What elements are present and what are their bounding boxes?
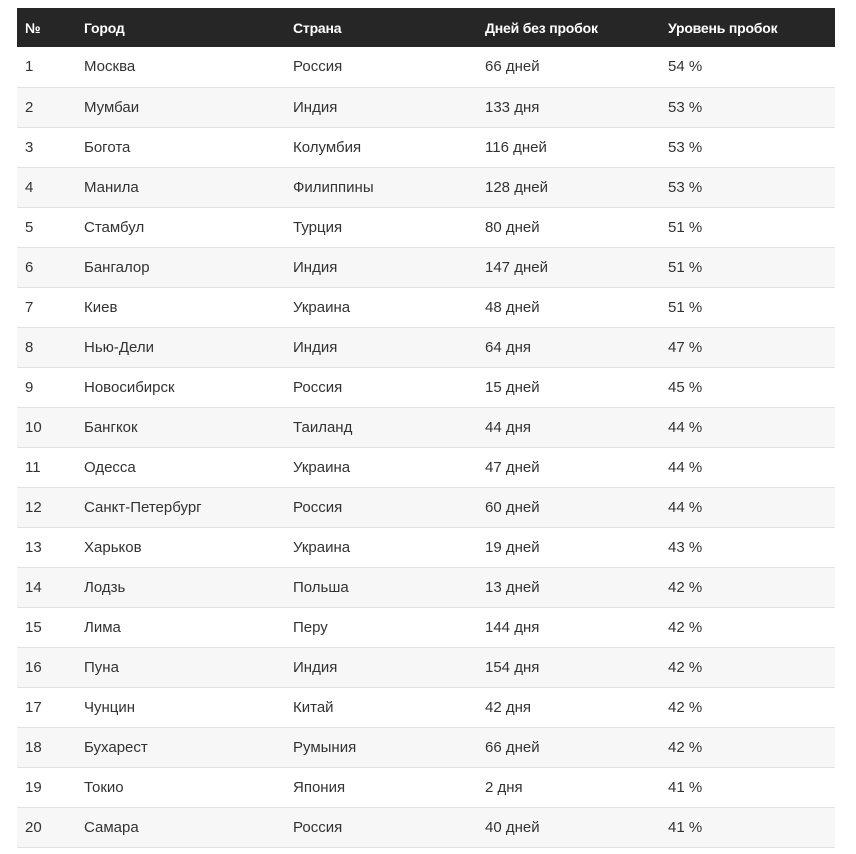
table-row bbox=[17, 287, 835, 327]
cell-level: 41 % bbox=[668, 778, 703, 796]
table-row bbox=[17, 487, 835, 527]
cell-country: Украина bbox=[293, 538, 351, 556]
cell-level: 53 % bbox=[668, 178, 703, 196]
cell-city: Пуна bbox=[84, 658, 119, 676]
cell-days: 15 дней bbox=[485, 378, 540, 396]
cell-country: Колумбия bbox=[293, 138, 362, 156]
cell-level: 53 % bbox=[668, 98, 703, 116]
cell-num: 19 bbox=[25, 778, 42, 796]
cell-city: Бангкок bbox=[84, 418, 138, 436]
table-header bbox=[17, 8, 835, 47]
cell-level: 44 % bbox=[668, 418, 703, 436]
cell-city: Богота bbox=[84, 138, 131, 156]
cell-city: Мумбаи bbox=[84, 98, 140, 116]
table-row bbox=[17, 167, 835, 207]
cell-country: Украина bbox=[293, 298, 351, 316]
cell-level: 51 % bbox=[668, 258, 703, 276]
cell-level: 44 % bbox=[668, 498, 703, 516]
cell-days: 40 дней bbox=[485, 818, 540, 836]
table-row bbox=[17, 47, 835, 87]
cell-num: 7 bbox=[25, 298, 34, 316]
table-row bbox=[17, 127, 835, 167]
cell-days: 116 дней bbox=[485, 138, 547, 156]
header-country: Страна bbox=[293, 19, 342, 36]
cell-level: 42 % bbox=[668, 658, 703, 676]
cell-days: 44 дня bbox=[485, 418, 532, 436]
cell-level: 47 % bbox=[668, 338, 703, 356]
cell-city: Одесса bbox=[84, 458, 136, 476]
cell-num: 5 bbox=[25, 218, 34, 236]
cell-level: 42 % bbox=[668, 578, 703, 596]
cell-days: 66 дней bbox=[485, 738, 540, 756]
cell-country: Россия bbox=[293, 378, 343, 396]
cell-country: Индия bbox=[293, 658, 338, 676]
table-row bbox=[17, 87, 835, 127]
cell-city: Москва bbox=[84, 58, 136, 76]
cell-days: 128 дней bbox=[485, 178, 548, 196]
cell-country: Россия bbox=[293, 818, 343, 836]
cell-days: 60 дней bbox=[485, 498, 540, 516]
cell-level: 42 % bbox=[668, 698, 703, 716]
cell-country: Турция bbox=[293, 218, 343, 236]
cell-level: 51 % bbox=[668, 218, 703, 236]
table-row bbox=[17, 447, 835, 487]
cell-num: 20 bbox=[25, 818, 42, 836]
table-row bbox=[17, 807, 835, 847]
cell-country: Россия bbox=[293, 498, 343, 516]
cell-days: 47 дней bbox=[485, 458, 540, 476]
cell-num: 10 bbox=[25, 418, 42, 436]
cell-country: Польша bbox=[293, 578, 349, 596]
cell-level: 43 % bbox=[668, 538, 703, 556]
cell-num: 6 bbox=[25, 258, 34, 276]
cell-level: 42 % bbox=[668, 738, 703, 756]
cell-city: Бухарест bbox=[84, 738, 148, 756]
cell-num: 1 bbox=[25, 58, 34, 76]
cell-city: Бангалор bbox=[84, 258, 150, 276]
cell-country: Индия bbox=[293, 258, 338, 276]
traffic-ranking-table bbox=[17, 8, 835, 848]
cell-num: 3 bbox=[25, 138, 34, 156]
cell-days: 19 дней bbox=[485, 538, 540, 556]
table-row bbox=[17, 647, 835, 687]
cell-city: Манила bbox=[84, 178, 139, 196]
cell-days: 13 дней bbox=[485, 578, 540, 596]
cell-country: Перу bbox=[293, 618, 328, 636]
table-row bbox=[17, 687, 835, 727]
cell-days: 133 дня bbox=[485, 98, 540, 116]
cell-num: 16 bbox=[25, 658, 42, 676]
cell-city: Чунцин bbox=[84, 698, 136, 716]
table-row bbox=[17, 607, 835, 647]
cell-country: Индия bbox=[293, 338, 338, 356]
cell-country: Китай bbox=[293, 698, 334, 716]
cell-days: 154 дня bbox=[485, 658, 540, 676]
cell-days: 147 дней bbox=[485, 258, 548, 276]
cell-city: Самара bbox=[84, 818, 139, 836]
table-body bbox=[17, 47, 835, 847]
cell-num: 8 bbox=[25, 338, 34, 356]
header-days: Дней без пробок bbox=[485, 19, 598, 36]
cell-level: 42 % bbox=[668, 618, 703, 636]
cell-days: 80 дней bbox=[485, 218, 540, 236]
cell-level: 44 % bbox=[668, 458, 703, 476]
cell-country: Румыния bbox=[293, 738, 357, 756]
table-row bbox=[17, 527, 835, 567]
cell-city: Нью-Дели bbox=[84, 338, 155, 356]
cell-num: 11 bbox=[25, 458, 41, 476]
cell-country: Украина bbox=[293, 458, 351, 476]
table-row bbox=[17, 367, 835, 407]
cell-city: Харьков bbox=[84, 538, 142, 556]
cell-country: Индия bbox=[293, 98, 338, 116]
cell-level: 54 % bbox=[668, 58, 703, 76]
header-level: Уровень пробок bbox=[668, 19, 778, 36]
table-row bbox=[17, 567, 835, 607]
table-header-row bbox=[17, 8, 835, 47]
cell-country: Япония bbox=[293, 778, 346, 796]
cell-city: Киев bbox=[84, 298, 118, 316]
table-row bbox=[17, 407, 835, 447]
cell-level: 45 % bbox=[668, 378, 703, 396]
cell-days: 66 дней bbox=[485, 58, 540, 76]
cell-num: 14 bbox=[25, 578, 42, 596]
cell-num: 9 bbox=[25, 378, 34, 396]
table-row bbox=[17, 247, 835, 287]
cell-num: 15 bbox=[25, 618, 42, 636]
cell-country: Таиланд bbox=[293, 418, 353, 436]
cell-num: 12 bbox=[25, 498, 42, 516]
cell-level: 53 % bbox=[668, 138, 703, 156]
table-row bbox=[17, 727, 835, 767]
cell-city: Лима bbox=[84, 618, 121, 636]
traffic-ranking-table-container bbox=[17, 8, 835, 848]
cell-city: Лодзь bbox=[84, 578, 126, 596]
cell-level: 51 % bbox=[668, 298, 703, 316]
cell-city: Новосибирск bbox=[84, 378, 175, 396]
cell-num: 13 bbox=[25, 538, 42, 556]
cell-num: 17 bbox=[25, 698, 42, 716]
cell-city: Санкт-Петербург bbox=[84, 498, 202, 516]
cell-days: 48 дней bbox=[485, 298, 540, 316]
cell-city: Стамбул bbox=[84, 218, 145, 236]
table-row bbox=[17, 327, 835, 367]
cell-country: Россия bbox=[293, 58, 343, 76]
cell-country: Филиппины bbox=[293, 178, 374, 196]
header-num: № bbox=[25, 19, 41, 36]
cell-num: 18 bbox=[25, 738, 42, 756]
table-row bbox=[17, 767, 835, 807]
cell-days: 64 дня bbox=[485, 338, 532, 356]
cell-days: 2 дня bbox=[485, 778, 523, 796]
header-city: Город bbox=[84, 19, 125, 36]
table-row bbox=[17, 207, 835, 247]
cell-days: 42 дня bbox=[485, 698, 532, 716]
cell-num: 2 bbox=[25, 98, 34, 116]
cell-city: Токио bbox=[84, 778, 124, 796]
cell-level: 41 % bbox=[668, 818, 703, 836]
cell-days: 144 дня bbox=[485, 618, 540, 636]
cell-num: 4 bbox=[25, 178, 34, 196]
